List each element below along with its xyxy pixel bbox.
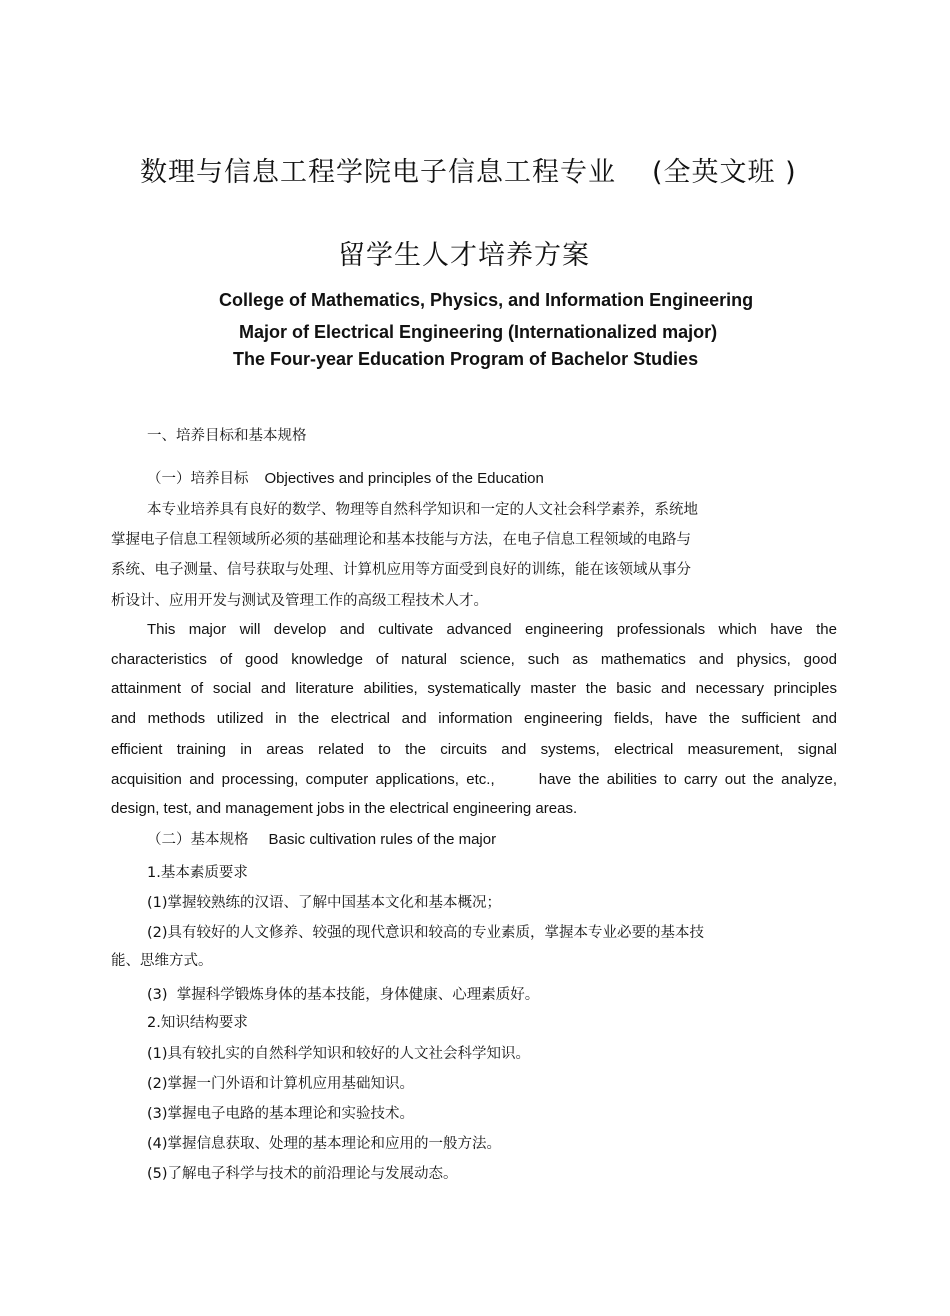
sub1-label-en: Objectives and principles of the Education [264,470,544,487]
item2-5: (5)了解电子科学与技术的前沿理论与发展动态。 [147,1166,458,1182]
sub2-label-en: Basic cultivation rules of the major [268,831,497,848]
sub2-label-zh: （二）基本规格 [147,832,249,848]
sub1-en-line: acquisition and processing, computer applications, etc., have the abilities to carry out the analyze, [111,771,837,788]
sub1-en-line: and methods utilized in the electrical and information engineering fields, have the sufficient and [111,710,837,727]
title-en-line2: Major of Electrical Engineering (Internationalized major) [239,322,718,342]
sub1-zh-line: 掌握电子信息工程领域所必须的基础理论和基本技能与方法，在电子信息工程领域的电路与 [111,532,691,548]
item1-2b: 能、思维方式。 [111,953,213,969]
item1-1: (1)掌握较熟练的汉语、了解中国基本文化和基本概况； [147,895,502,911]
title-zh-line2: 留学生人才培养方案 [338,240,590,271]
sub1-en-line: characteristics of good knowledge of natural science, such as mathematics and physics, good [111,651,837,668]
title-zh-main: 数理与信息工程学院电子信息工程专业 [140,157,616,188]
title-en-line3: The Four-year Education Program of Bachelor Studies [233,349,699,369]
sub1-zh-line: 析设计、应用开发与测试及管理工作的高级工程技术人才。 [111,593,488,609]
sub1-en-line: efficient training in areas related to the circuits and systems, electrical measurement, signal [111,741,837,758]
title-zh-suffix: (全英文班 ) [652,157,797,188]
item2-2: (2)掌握一门外语和计算机应用基础知识。 [147,1076,415,1092]
sub1-en-line: design, test, and management jobs in the electrical engineering areas. [111,800,578,817]
item1-heading: 1.基本素质要求 [147,865,248,881]
item1-3: (3) 掌握科学锻炼身体的基本技能，身体健康、心理素质好。 [147,987,540,1003]
item2-3: (3)掌握电子电路的基本理论和实验技术。 [147,1106,415,1122]
item2-4: (4)掌握信息获取、处理的基本理论和应用的一般方法。 [147,1136,502,1152]
title-zh-line1 [140,150,797,189]
item2-1: (1)具有较扎实的自然科学知识和较好的人文社会科学知识。 [147,1046,531,1062]
sub1-label-zh: （一）培养目标 [147,471,249,487]
section-heading: 一、培养目标和基本规格 [147,428,307,444]
sub1-zh-line: 本专业培养具有良好的数学、物理等自然科学知识和一定的人文社会科学素养，系统地 [147,502,698,518]
sub2-heading [147,828,496,849]
item2-heading: 2.知识结构要求 [147,1015,248,1031]
sub1-en-line: This major will develop and cultivate advanced engineering professionals which have the [147,621,837,638]
sub1-en-line: attainment of social and literature abilities, systematically master the basic and necessary principles [111,680,837,697]
sub1-zh-line: 系统、电子测量、信号获取与处理、计算机应用等方面受到良好的训练，能在该领域从事分 [111,562,691,578]
sub1-heading [147,467,544,488]
title-en-line1: College of Mathematics, Physics, and Information Engineering [219,290,754,310]
item1-2a: (2)具有较好的人文修养、较强的现代意识和较高的专业素质，掌握本专业必要的基本技 [147,925,705,941]
